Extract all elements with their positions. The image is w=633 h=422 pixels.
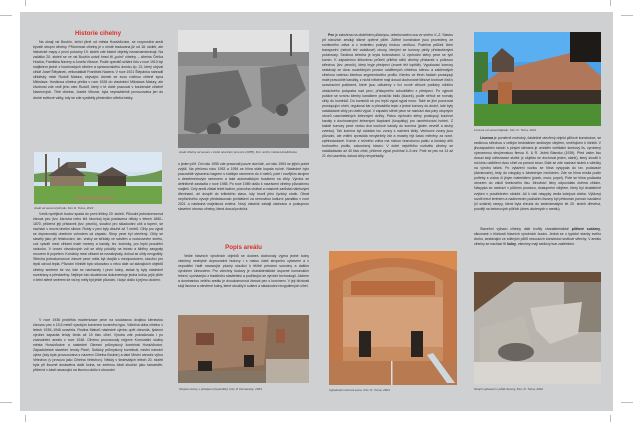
photo-historic-brickworks-1985 [178,30,309,148]
column-2 [178,162,309,315]
paragraph-text: Stavební výbavu cihelny dále tvořily charakteristické [480,227,572,231]
paragraph: Vznik nynějších budov spadá do první třetiny 20. století. Původní jednokomorová žárová pec (tzv. žárovka nebo též hicovka) byla postavena někdy v letech 1860–1870, přičemž její přístavek (tzv. pecník), sloužící pro skladování uhlí a topení, se nachází v úrovni dnešní silnice. Rošty v peci byly dlouhé až 7 metrů. Cihly pro výpal se dopravovaly dnešním vchodem od západu. Strop pece byl otevřený. Cihly se stavěly jako při řetízkování, tzn. vrstvy se střídaly ve svislém a vodorovném směru, což vytváří mezi cihlami malé mezery a kanály, tzv. kominky, pro lepší proudění vzduchu. V úrovni obvodových zdí se cihly položily na leżato a šibřiny zasypaly mourem či popelem. Kominky mezi cihlami se nezakrývaly, dokud se cihly nevypálily. Střecha jednokomorové žárové pece měla být dvojitá s mezipostorem, sloužící pro lepší odvod tepla. Původní hliniště bylo situováno o něco dále od stávajících objektů cihelny směrem ke vsi, kde se nacházely i první kolny, avšak ty byly následně rozebrány a přestavěny. Nejlépe tuto skutečnost dokumentuje jedna kolna, jejíž pilíře v čelní stěně směrem ke vsi by měly být ještě původní, i když došlo k jejímu otočení. [33,212,163,282]
crop-mark [25,415,26,422]
crop-mark [610,0,611,6]
paragraph [322,33,453,262]
photo-caption: Lisovna od severozápadu, foto: D. Tuma, 2022 [474,128,537,132]
paragraph [474,227,601,263]
section-heading-description: Popis areálu [225,244,262,251]
term-kiln: Pec [328,33,335,37]
photo-press-house [474,32,601,126]
crop-mark [0,402,12,403]
photo-caption: Areál od severovýchodu, foto D. Tuma, 2023 [34,206,94,210]
crop-mark [25,0,26,6]
photo-kiln-firing-openings [178,315,309,383]
crop-mark [621,15,633,16]
photo-brickworks-northeast [34,152,162,204]
term-sheds: kolny [506,242,516,247]
photo-kiln-chamber [329,251,457,385]
paragraph: o jeden pilíř. Od roku 1950 zde pracovali pouze dva lidé, od roku 1954 se jejich počet zvýšil. Na přelomu roku 1953 a 1954 se hlína stále kopala ručně. Následně bylo pracoviště vybaveno bagrem s krátkým ramenem do 4 metrů, poté i novějším strojem s desetimetrovým ramenem a také automatickým hozákem na cihly. Výroba se definitivně zastavila v roce 1985. Po roce 1989 došlo k navrácení cihelny původnímu majiteli. Celý areál zůstal ležet ladem, pozvolna chátral a masivně zarůstal náletovými dřevinami, až dospěl do kritického stavu, kdy hrozil jeho fyzický zánik. Obrat nepříznivého vývoje představovalo prohlášení za nemovitou kulturní památku v roce 2021 a následná majetková změna. Nový vlastník zahájil záchranu a postupnou stavební obnovu cihelny, která dosud probíhá. [178,162,309,212]
column-1 [33,30,163,157]
crop-mark [621,402,633,403]
photo-caption: Vypalovací komora pece, foto: D. Tuma, 2024 [329,388,390,392]
photo-caption: Strojní vybavení v půdě lisovny, foto: D. Tuma, 2022 [474,387,544,391]
column-1-lower [33,212,163,394]
crop-mark [0,15,12,16]
term-pillar-dryers: pilířové sušárny [571,227,601,231]
paragraph [474,136,601,227]
photo-caption: Otopné otvory v předpecí (topeniště), foto: P. Domanský, 2024 [179,387,262,391]
paragraph-text: , všechny mají sedlový tvar zastřešení. [515,242,575,247]
paragraph: V roce 1936 proběhla modernizace pece na současnou dvojitou kleneutou žárovou pec s 15,5 metrů vysokým komínem továrního typu. Válečná doba cihelnu v letech 1939–1946 uzavřela. Rodina Maturů následně výrobu opět obnovila, týdenní výrobní kapacita tehdy činila až 10 tisíc cihel. Výroba zde pokračovala i po znárodnění areálu v roce 1948. Cihelnu provozovaly nejprve Komunální služby města Horažďovice a následně Okresní průmyslový kombinát Horažďovice, Západočeské stavební hmoty Plzeň, Sušický průmyslový kombinát, místní národní výbor (kdy byla provozována s názvem Cihelna Boubín) a také Místní národní výbor Velechov (v provozu jako Cihelna Velechov). Někdy v šedesátých letech 20. století byla při lisovně dostavěna další kolna, se změnou části sloužící jako kanceláře, přičemž v části navazující na lisovnu došlo k ubourání [33,318,163,373]
photo-caption: Areál cihelny od severu v době ukončení provozu (1985), foto: archiv města Horažďovice [179,150,298,154]
paragraph-text: je založena na obdélném půdorysu, orientovaném cca ve směru V–Z. Stavbu při nárožích zesilují šikmé opěrné pilíře. Zděné konstrukce jsou provedeny ze smíšeného zdiva a v exteriéru pokryty hrubou omítkou. Podélná průčelí člení transportní (nebolí též vsádkové) otvory, kterými se komory plnily předsušenými polotovary. Sedlová střecha je kryta bobrovkami. U východní stěny pece se tyčí komín. K západnímu štítovému průčelí přiléhá nižší cihelný přístavek s pultovou střechou (tzv. pecník), který kryje předpecí (zvané též topiště). Vypalovací komory sestávají ze dvou souběžných prostor oddělených cihelnou stěnou a zaklenutých cihelnou valenou klenbou segmentového profilu. Klenbu ve třech řadách prostupují malé pravoúhlé kanálky, z nichž některé mají dosud dochované litinové kruhové čísti s uzavíracími poklicemi, které jsou odhaleny v lící rovně cihlové podlahy nížšího obslužného polopatra nad pecí, přístupného schodištěm z předpecí. Po vyjmutí poklice se svrchu klenby kanálkem prosíčilo bidlo (klacek), podle něhož se rovnaly cihly do kominků. Do kominků se pro lepší výpal sypal mour. Také se jimi pozoroval prostupující oheň, reguloval žár a převáděla teplo z jedné komory do druhé, kde byly naskládané cihly pro další výpal. V západní stěně pece se nachází dva páry otopných otvorů uzavíratelných železnými dvířky. Patou východní stěny prostupují kouřové kanály s dochovanými železnými klapkami (šoupátky) pro usměrňování hoření. Z každé komory pece vedou dva kouřové kanály do komína (jeden zevnitř a druhý zvenku). Tah komína byl ovládán tzv. zvony s načními táhly. Venkovní zvony jsou původní, ale vnitřní zpravidla nevydržely žár a musely být často měněny za nové, zpětnodudané. Komín z režného zdiva má nízkou hranolovou patku a kónický dřík kruhového profilu, zakončený hlavicí. V době největšího rozkvětu cihelny se naskládávalo až 40 tisíc cihel, přičemž výpal probíhal 4–5 dní. Poté se pec na 14 až 21 dní uzavřela, dokud cihly nevychladly. [322,33,453,159]
paragraph-text: je poměrně mohutný, částečně otevřený objekt pilířové konstrukce, se sedlovou střechou s velkým bednášním sedlovým vikýřem, směřujícím k hliništi. V jihozápadním nároží s plnými stěnami je umístěn vertikální šnekový lis, vyrobený významnou strojírenskou firmou K. & R. Ježek Blansko (1939). Před ústím lisu dosud stojí odřezávací stolek (z objektu se dochoval jeden, starší), který sloužil k ručnímu oddělení dvou cihel za pomoci strun. Dále se zde nachází stolek s válečky na výrobu tašek. Po vytažení vozíku se hlína vysypala do tzv. podavače (dávkovače), tedy do násypky s částečným míchánim. Zde se hlína mísila podle potřeby s vodou či jiným materiálem (písek, mour, popel). Poté se hlína podávala otvorem do válců šnekového lisu. Množství hlíny odpovídalo dvěma cihlám. Násypka se nachází v půdním prostoru, dostupném vikýřem, který byl dodatečně zvýšen v poválečném období. Až k ústí násypky vedla kolejová dráha. Výškový rozdíl mezi terénem a nadezmním podlažím lisovny byl překonán pomocí navážecí (či svážné) rampy, která byla zhruba do sedmdesátých let 20. století dřevěná, později na betonových pilířích (dnes uložených v areálu). [474,136,601,211]
photo-press-attic-machinery [474,272,601,384]
crop-mark [610,415,611,422]
paragraph: Na okraji vsi Boubín, ležící jižně od města Horažďovice, se rozprostírá areál bývalé stropní cihelny. Přítomnost cihelny je v místě tradována již od 18. století, ale historické mapy z první poloviny 19. století zde žádné objekty nezaznamenávají. Na začátku 20. století se ve vsi Boubín uvádí hned tři „polní“ cihelny – cihelna Čeňka Hostka, Františka Naxery a Josefa Vitovce. Podle operátů sčítání lidu v roce 1910 byl majitelem jedné z boubínských cihelen a správcovského domku čp. 22, který obýval cihlář Josef Štěpánek, velkostatkář František Naxera. V roce 1921 Štěpánka nahradil cihlářský mistr Rudolf Matura, obývající domek se svou rodinou včetně syna Miloslava. Hostkova cihelna přešla v roce 1928 do vlastnictví Miloslava Matury, ale životnost zde vedl jeho otec Rudolf, který v té době pracoval v boubínské cihelně Naxerových. Třetí cihelna, Josefa Vitovce, byla nepravidelně provozována jen do druhé světové války, kdy se zde vyráběly především střešní tašky. [33,40,163,100]
column-4 [474,136,601,263]
term-press-house: Lisovna [480,136,494,140]
paragraph-text: , situované v blízkosti hlavních výrobních budov. Jedná se o typické stavby svého druhu, sestávající ze zděných pilířů nesoucích konstrukci sedlové střechy. V areálu cihelny se nachází tři [474,227,601,247]
paragraph: Vedle hlavních výrobních objektů se dodnes dochovaly vyjma jedné kolny všechny nezbytné doprovodné budovy i s malou částí stropního vybavení a v nepodelní řadě navazující plochy sloužící k těžbě primární suroviny a dalším výrobním činnostem. Pro všechny budovy je charakteristické úsporné konstrukční řešení, vycházející z tradičního stavitelství a podřizující se výrobní technologii. Jádrem a dominantou celého areálu je dvoukomorová žárová pec s komínem. V její blízkosti stojí lisovna a otevřené kolny, které sloužily k sušení a skladování nevypálených cihel. [178,254,309,289]
column-3 [322,33,453,262]
section-heading-history: Historie cihelny [74,30,122,37]
